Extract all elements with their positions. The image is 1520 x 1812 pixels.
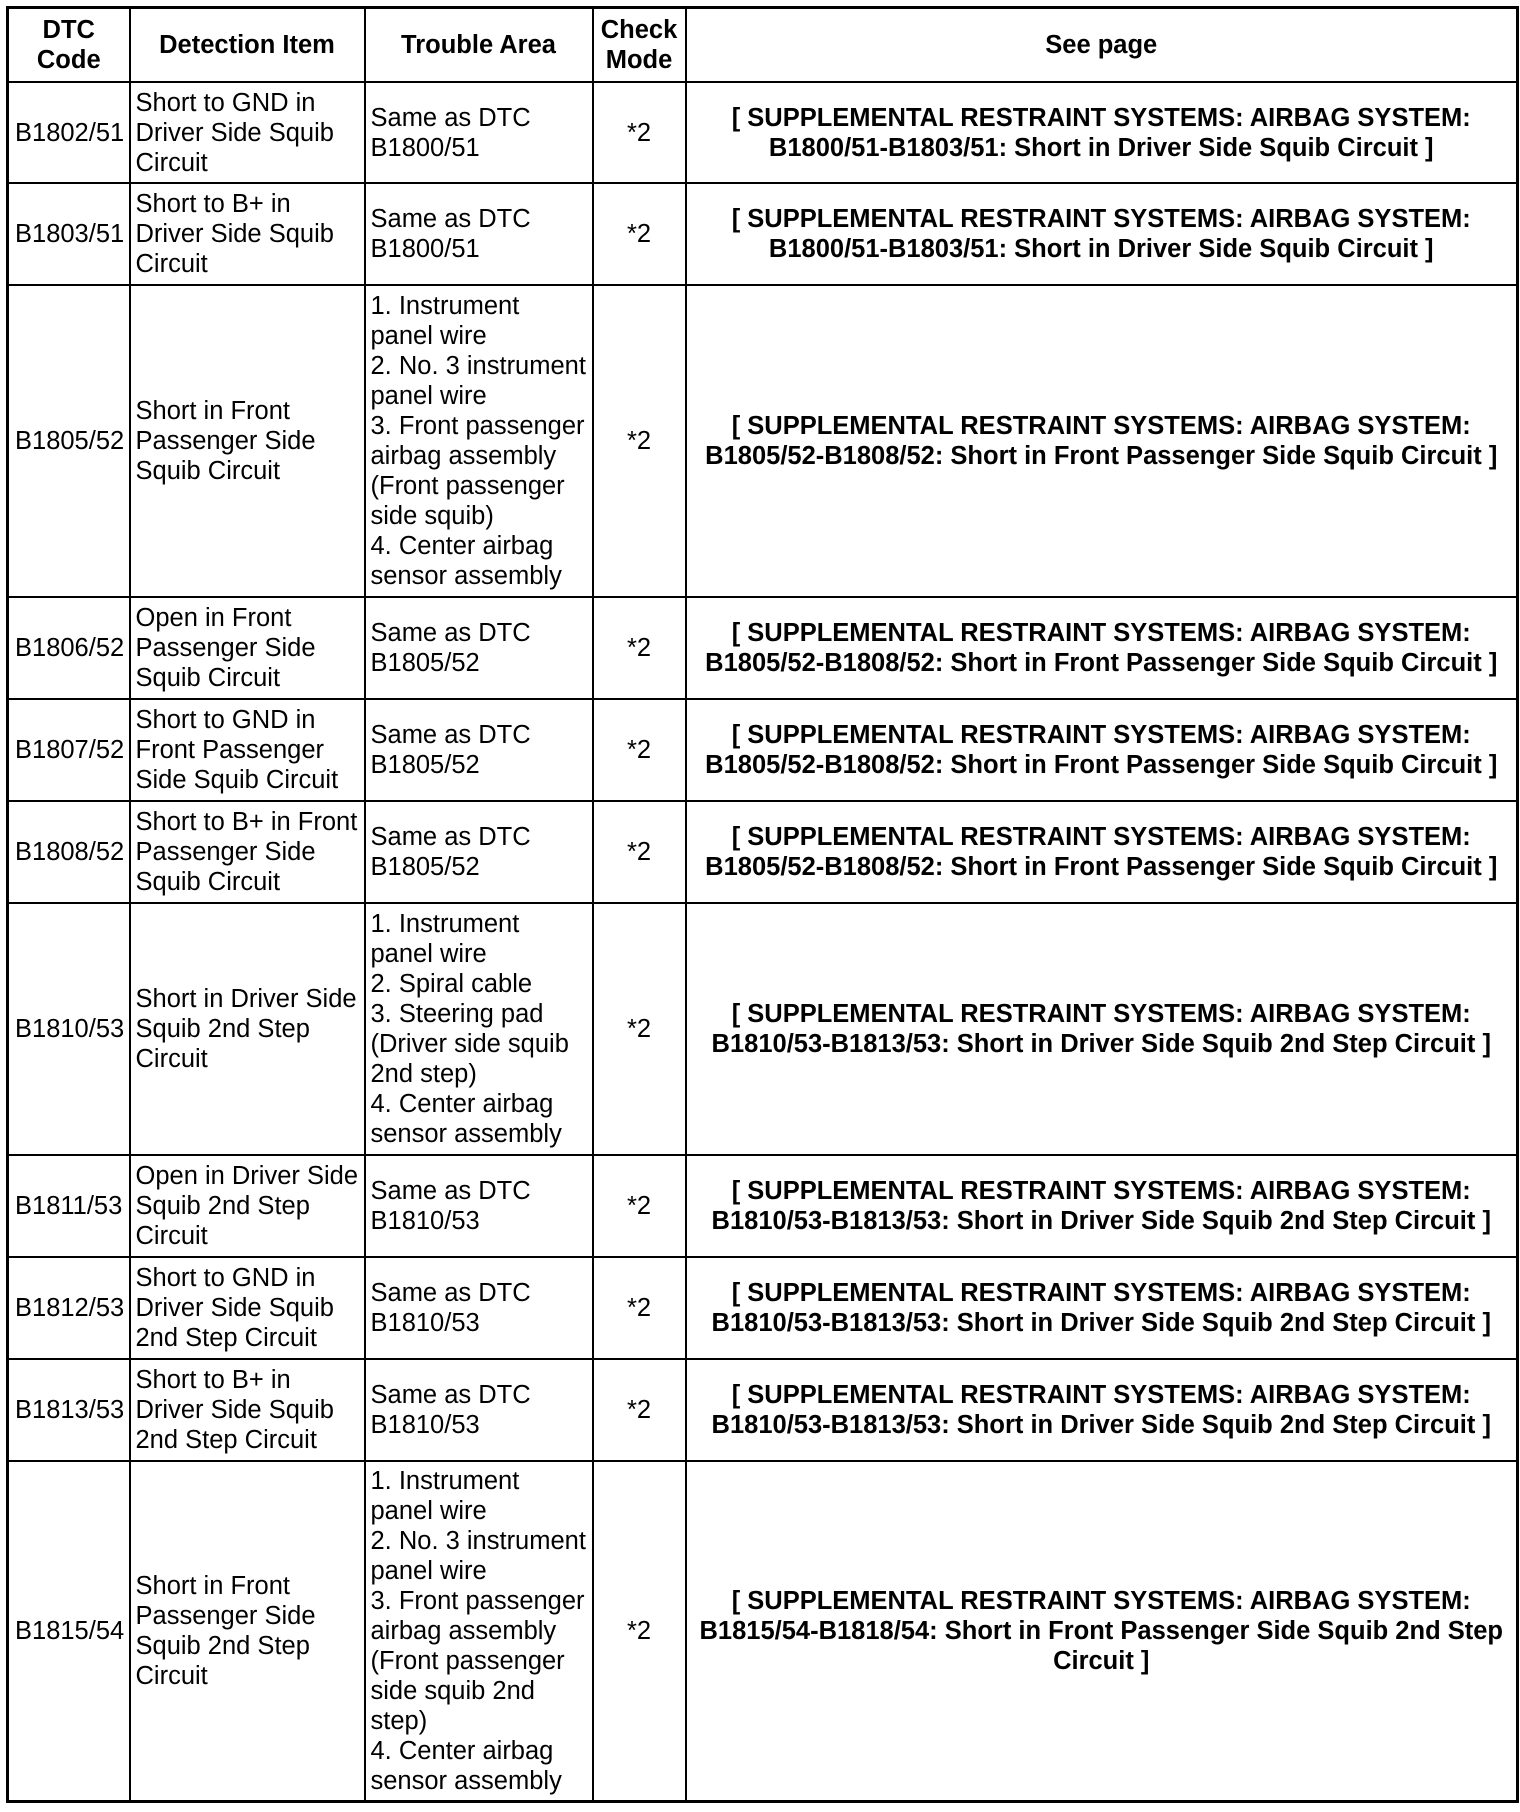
check-mode-cell: *2	[593, 285, 686, 597]
trouble-area-cell	[365, 285, 593, 597]
detection-item-cell: Short in Driver Side Squib 2nd Step Circuit	[130, 903, 365, 1155]
header-check-mode: Check Mode	[593, 8, 686, 83]
table-row	[8, 903, 1518, 1155]
detection-item-cell: Short to GND in Front Passenger Side Squib Circuit	[130, 699, 365, 801]
see-page-link[interactable]: [ SUPPLEMENTAL RESTRAINT SYSTEMS: AIRBAG SYSTEM: B1810/53-B1813/53: Short in Driver Side Squib 2nd Step Circuit ]	[686, 1359, 1518, 1461]
trouble-area-line: 4. Center airbag sensor assembly	[370, 532, 562, 590]
see-page-link[interactable]: [ SUPPLEMENTAL RESTRAINT SYSTEMS: AIRBAG SYSTEM: B1805/52-B1808/52: Short in Front Passenger Side Squib Circuit ]	[686, 801, 1518, 903]
detection-item-cell: Short to GND in Driver Side Squib Circuit	[130, 82, 365, 183]
table-row	[8, 801, 1518, 903]
trouble-area-cell	[365, 1359, 593, 1461]
trouble-area-line: 2. No. 3 instrument panel wire	[370, 352, 586, 410]
trouble-area-line: 4. Center airbag sensor assembly	[370, 1090, 562, 1148]
trouble-area-cell	[365, 82, 593, 183]
dtc-code-cell: B1803/51	[8, 183, 130, 285]
trouble-area-line: 2. No. 3 instrument panel wire	[370, 1526, 586, 1585]
detection-item-cell: Short to B+ in Driver Side Squib Circuit	[130, 183, 365, 285]
detection-item-cell: Short to B+ in Driver Side Squib 2nd Step Circuit	[130, 1359, 365, 1461]
table-row	[8, 1359, 1518, 1461]
table-header-row	[8, 8, 1518, 83]
trouble-area-cell	[365, 1461, 593, 1801]
see-page-link[interactable]: [ SUPPLEMENTAL RESTRAINT SYSTEMS: AIRBAG SYSTEM: B1805/52-B1808/52: Short in Front Passenger Side Squib Circuit ]	[686, 699, 1518, 801]
dtc-code-cell: B1808/52	[8, 801, 130, 903]
trouble-area-line: 3. Steering pad (Driver side squib 2nd step)	[370, 1000, 569, 1088]
dtc-code-cell: B1810/53	[8, 903, 130, 1155]
see-page-link[interactable]: [ SUPPLEMENTAL RESTRAINT SYSTEMS: AIRBAG SYSTEM: B1815/54-B1818/54: Short in Front Passenger Side Squib 2nd Step Circuit ]	[686, 1461, 1518, 1801]
check-mode-cell: *2	[593, 1359, 686, 1461]
detection-item-cell: Short to GND in Driver Side Squib 2nd Step Circuit	[130, 1257, 365, 1359]
trouble-area-cell	[365, 1155, 593, 1257]
table-row	[8, 285, 1518, 597]
table-row	[8, 1155, 1518, 1257]
check-mode-cell: *2	[593, 699, 686, 801]
check-mode-cell: *2	[593, 1155, 686, 1257]
see-page-link[interactable]: [ SUPPLEMENTAL RESTRAINT SYSTEMS: AIRBAG SYSTEM: B1810/53-B1813/53: Short in Driver Side Squib 2nd Step Circuit ]	[686, 903, 1518, 1155]
trouble-area-line: 4. Center airbag sensor assembly	[370, 1736, 562, 1795]
header-trouble-area: Trouble Area	[365, 8, 593, 83]
table-row	[8, 82, 1518, 183]
check-mode-cell: *2	[593, 1461, 686, 1801]
detection-item-cell: Open in Driver Side Squib 2nd Step Circuit	[130, 1155, 365, 1257]
trouble-area-cell	[365, 903, 593, 1155]
trouble-area-line: Same as DTC B1810/53	[370, 1279, 531, 1337]
dtc-code-cell: B1812/53	[8, 1257, 130, 1359]
detection-item-cell: Open in Front Passenger Side Squib Circuit	[130, 597, 365, 699]
header-detection-item: Detection Item	[130, 8, 365, 83]
dtc-code-cell: B1813/53	[8, 1359, 130, 1461]
table-body	[8, 82, 1518, 1801]
see-page-link[interactable]: [ SUPPLEMENTAL RESTRAINT SYSTEMS: AIRBAG SYSTEM: B1800/51-B1803/51: Short in Driver Side Squib Circuit ]	[686, 183, 1518, 285]
check-mode-cell: *2	[593, 597, 686, 699]
trouble-area-line: 1. Instrument panel wire	[370, 292, 520, 350]
trouble-area-cell	[365, 801, 593, 903]
dtc-code-cell: B1806/52	[8, 597, 130, 699]
table-row	[8, 699, 1518, 801]
trouble-area-line: 1. Instrument panel wire	[370, 910, 520, 968]
trouble-area-cell	[365, 597, 593, 699]
trouble-area-line: 1. Instrument panel wire	[370, 1466, 520, 1525]
trouble-area-cell	[365, 699, 593, 801]
dtc-table	[6, 6, 1519, 1803]
trouble-area-line: Same as DTC B1805/52	[370, 619, 531, 677]
table-row	[8, 1461, 1518, 1801]
check-mode-cell: *2	[593, 903, 686, 1155]
trouble-area-line: 2. Spiral cable	[370, 970, 533, 998]
see-page-link[interactable]: [ SUPPLEMENTAL RESTRAINT SYSTEMS: AIRBAG SYSTEM: B1805/52-B1808/52: Short in Front Passenger Side Squib Circuit ]	[686, 285, 1518, 597]
dtc-code-cell: B1805/52	[8, 285, 130, 597]
table-row	[8, 597, 1518, 699]
dtc-code-cell: B1811/53	[8, 1155, 130, 1257]
dtc-code-cell: B1802/51	[8, 82, 130, 183]
detection-item-cell: Short in Front Passenger Side Squib 2nd Step Circuit	[130, 1461, 365, 1801]
check-mode-cell: *2	[593, 1257, 686, 1359]
see-page-link[interactable]: [ SUPPLEMENTAL RESTRAINT SYSTEMS: AIRBAG SYSTEM: B1805/52-B1808/52: Short in Front Passenger Side Squib Circuit ]	[686, 597, 1518, 699]
dtc-code-cell: B1807/52	[8, 699, 130, 801]
trouble-area-line: Same as DTC B1805/52	[370, 823, 531, 881]
see-page-link[interactable]: [ SUPPLEMENTAL RESTRAINT SYSTEMS: AIRBAG SYSTEM: B1810/53-B1813/53: Short in Driver Side Squib 2nd Step Circuit ]	[686, 1257, 1518, 1359]
table-row	[8, 183, 1518, 285]
check-mode-cell: *2	[593, 82, 686, 183]
trouble-area-line: Same as DTC B1800/51	[370, 103, 531, 162]
trouble-area-cell	[365, 183, 593, 285]
header-see-page: See page	[686, 8, 1518, 83]
check-mode-cell: *2	[593, 183, 686, 285]
trouble-area-cell	[365, 1257, 593, 1359]
trouble-area-line: Same as DTC B1810/53	[370, 1381, 531, 1439]
trouble-area-line: Same as DTC B1810/53	[370, 1177, 531, 1235]
trouble-area-line: Same as DTC B1800/51	[370, 205, 531, 263]
detection-item-cell: Short in Front Passenger Side Squib Circuit	[130, 285, 365, 597]
trouble-area-line: Same as DTC B1805/52	[370, 721, 531, 779]
dtc-table-page	[6, 6, 1516, 1803]
see-page-link[interactable]: [ SUPPLEMENTAL RESTRAINT SYSTEMS: AIRBAG SYSTEM: B1810/53-B1813/53: Short in Driver Side Squib 2nd Step Circuit ]	[686, 1155, 1518, 1257]
check-mode-cell: *2	[593, 801, 686, 903]
dtc-code-cell: B1815/54	[8, 1461, 130, 1801]
see-page-link[interactable]: [ SUPPLEMENTAL RESTRAINT SYSTEMS: AIRBAG SYSTEM: B1800/51-B1803/51: Short in Driver Side Squib Circuit ]	[686, 82, 1518, 183]
trouble-area-line: 3. Front passenger airbag assembly (Front passenger side squib)	[370, 412, 585, 530]
table-row	[8, 1257, 1518, 1359]
trouble-area-line: 3. Front passenger airbag assembly (Front passenger side squib 2nd step)	[370, 1586, 585, 1735]
header-dtc-code: DTC Code	[8, 8, 130, 83]
detection-item-cell: Short to B+ in Front Passenger Side Squib Circuit	[130, 801, 365, 903]
